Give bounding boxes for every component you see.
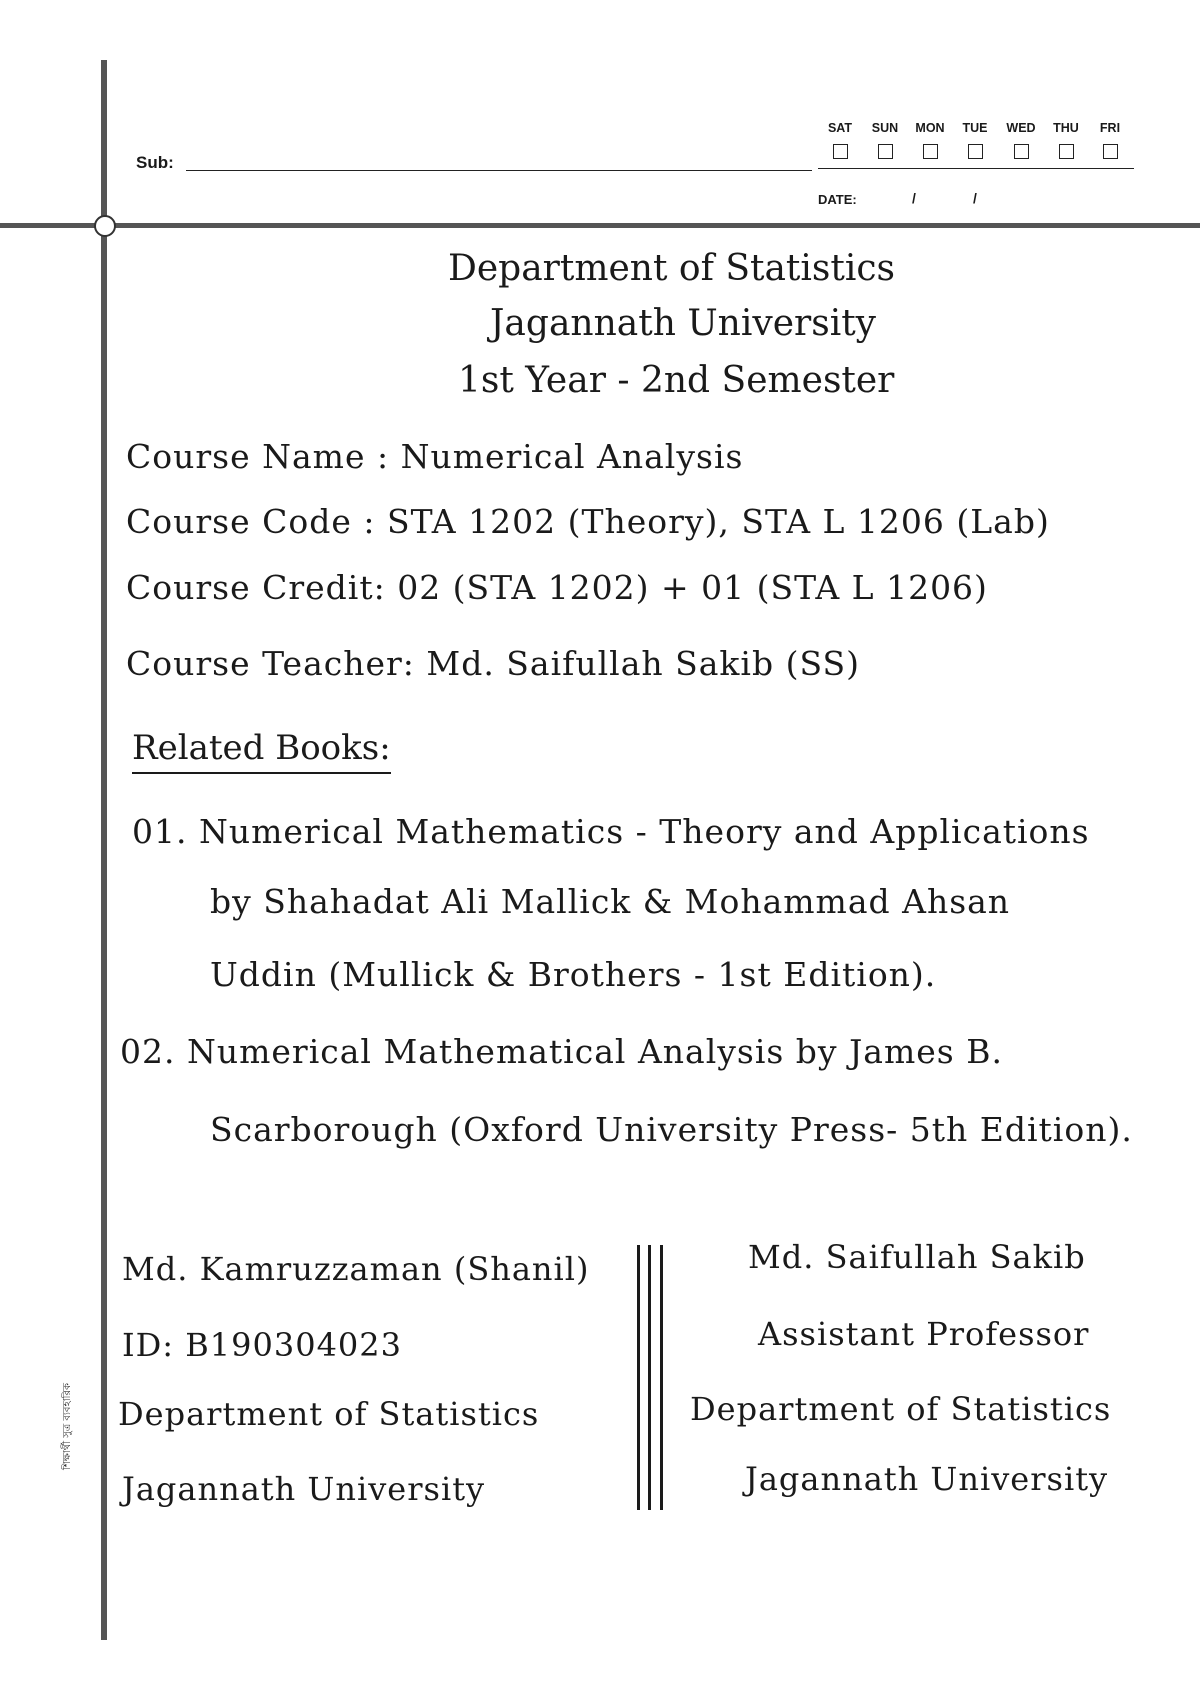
title-semester: 1st Year - 2nd Semester bbox=[458, 360, 895, 401]
book-2-line-2: Scarborough (Oxford University Press- 5th Edition). bbox=[210, 1110, 1133, 1149]
day-sun: SUN bbox=[863, 121, 907, 159]
checkbox-icon bbox=[968, 144, 983, 159]
day-wed: WED bbox=[999, 121, 1043, 159]
teacher-department: Department of Statistics bbox=[690, 1390, 1112, 1428]
checkbox-icon bbox=[1103, 144, 1118, 159]
side-stamp: শিক্ষার্থী সুত্র ব্যবহারিক bbox=[62, 1383, 73, 1470]
teacher-title: Assistant Professor bbox=[758, 1315, 1090, 1353]
teacher-university: Jagannath University bbox=[745, 1460, 1109, 1498]
course-credit: Course Credit: 02 (STA 1202) + 01 (STA L 1206) bbox=[126, 568, 988, 607]
signature-divider bbox=[648, 1245, 651, 1510]
book-1-line-2: by Shahadat Ali Mallick & Mohammad Ahsan bbox=[210, 882, 1011, 921]
title-department: Department of Statistics bbox=[448, 248, 895, 289]
title-university: Jagannath University bbox=[490, 303, 877, 344]
margin-crosshair-icon bbox=[94, 215, 116, 237]
book-1-line-1: 01. Numerical Mathematics - Theory and Applications bbox=[132, 812, 1090, 851]
subject-label: Sub: bbox=[136, 153, 174, 172]
checkbox-icon bbox=[833, 144, 848, 159]
student-university: Jagannath University bbox=[122, 1470, 486, 1508]
subject-line bbox=[186, 170, 812, 171]
checkbox-icon bbox=[1059, 144, 1074, 159]
book-2-line-1: 02. Numerical Mathematical Analysis by James B. bbox=[120, 1032, 1003, 1071]
checkbox-icon bbox=[923, 144, 938, 159]
student-name: Md. Kamruzzaman (Shanil) bbox=[122, 1250, 590, 1288]
days-underline bbox=[818, 168, 1134, 169]
student-department: Department of Statistics bbox=[118, 1395, 540, 1433]
related-books-heading: Related Books: bbox=[132, 728, 391, 774]
header-rule bbox=[0, 223, 1200, 228]
course-name: Course Name : Numerical Analysis bbox=[126, 437, 744, 476]
book-1-line-3: Uddin (Mullick & Brothers - 1st Edition). bbox=[210, 955, 937, 994]
checkbox-icon bbox=[1014, 144, 1029, 159]
day-sat: SAT bbox=[818, 121, 862, 159]
signature-divider bbox=[637, 1245, 640, 1510]
date-separator: / bbox=[973, 190, 977, 206]
signature-divider bbox=[660, 1245, 663, 1510]
day-fri: FRI bbox=[1088, 121, 1132, 159]
date-label: DATE: bbox=[818, 192, 857, 207]
teacher-name: Md. Saifullah Sakib bbox=[748, 1238, 1086, 1276]
course-code: Course Code : STA 1202 (Theory), STA L 1206 (Lab) bbox=[126, 502, 1050, 541]
day-thu: THU bbox=[1044, 121, 1088, 159]
day-tue: TUE bbox=[953, 121, 997, 159]
date-separator: / bbox=[912, 190, 916, 206]
checkbox-icon bbox=[878, 144, 893, 159]
student-id: ID: B190304023 bbox=[122, 1326, 402, 1364]
margin-rule bbox=[101, 60, 107, 1640]
course-teacher: Course Teacher: Md. Saifullah Sakib (SS) bbox=[126, 644, 860, 683]
day-mon: MON bbox=[908, 121, 952, 159]
